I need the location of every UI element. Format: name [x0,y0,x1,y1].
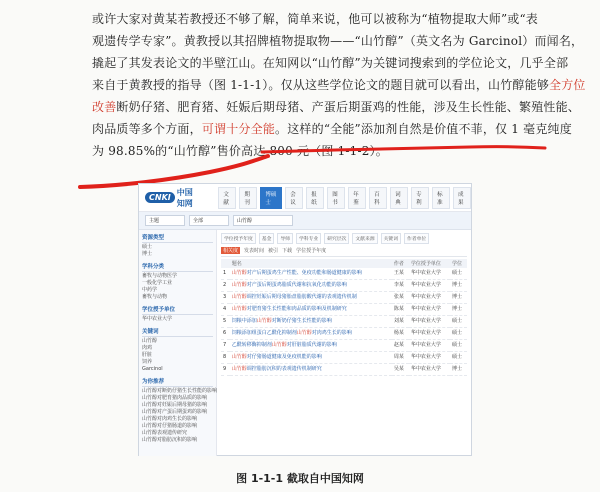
result-unit[interactable]: 华中农业大学 [409,316,450,328]
facet-item[interactable]: 山竹醇表观遗传研究 [142,430,188,436]
row-number: 7 [221,340,230,352]
figure-caption: 图 1-1-1 截取自中国知网 [236,472,364,485]
tab-encyclopedia[interactable]: 百科 [369,187,387,209]
paragraph-line [92,8,562,30]
tab-achievements[interactable]: 成果 [453,187,471,209]
filter-chip[interactable]: 作者单位 [404,233,429,244]
tab-patents[interactable]: 专利 [411,187,429,209]
result-title-link[interactable]: 山竹醇调控脂肪沉积的表观遗传机制研究 [230,364,392,376]
facet-group [142,305,213,323]
table-row [221,292,467,304]
table-row [221,316,467,328]
table-row [221,268,467,280]
keyword-highlight: 山竹醇 [256,318,272,324]
paragraph-line [92,52,569,74]
text-run: 观遗传学专家”。黄教授以其招牌植物提取物——“山竹醇”（英文名为 Garcinol）而闻名， [92,34,584,48]
result-degree: 硕士 [450,328,467,340]
cnki-screenshot [138,183,472,456]
highlighted-text: 可谓十分全能 [201,122,276,136]
table-row [221,340,467,352]
facet-item[interactable]: 华中农业大学 [142,316,173,322]
facet-item[interactable]: 山竹醇对断奶仔猪生长性能的影响 [142,388,218,394]
filter-chip[interactable]: 基金 [259,233,275,244]
column-header: 学位 [450,259,467,268]
facet-sidebar [139,230,217,456]
facet-group-title[interactable]: 为你推荐 [142,377,213,387]
text-run: 肉品质等多个方面， [92,122,202,136]
keyword-highlight: 山竹醇 [231,354,247,360]
result-author[interactable]: 陈某 [392,304,409,316]
filter-bar [221,233,467,244]
table-row [221,304,467,316]
result-unit[interactable]: 华中农业大学 [409,280,450,292]
table-header-row [221,259,467,268]
filter-chip[interactable]: 文献来源 [352,233,377,244]
result-unit[interactable]: 华中农业大学 [409,292,450,304]
facet-item[interactable]: 山竹醇对仔猪肠道的影响 [142,423,198,429]
facet-item[interactable]: 饲养 [142,359,153,365]
facet-item[interactable]: 畜牧与动物医学 [142,273,178,279]
result-author[interactable]: 杨某 [392,328,409,340]
keyword-highlight: 山竹醇 [296,330,312,336]
facet-item[interactable]: 肝脏 [142,352,153,358]
text-run: 为 98.85%的“山竹醇”售价高达 800 元（图 1-1-2）。 [92,144,389,158]
keyword-highlight: 山竹醇 [231,270,247,276]
search-input[interactable]: 山竹醇 [233,215,293,226]
facet-item[interactable]: 山竹醇对妊娠后期母猪的影响 [142,402,208,408]
paragraph-line [92,96,581,118]
text-run: 。这样的“全能”添加剂自然是价值不菲，仅 1 毫克纯度 [275,122,572,136]
keyword-highlight: 山竹醇 [231,282,247,288]
facet-item[interactable]: Garcinol [142,366,163,372]
facet-item[interactable]: 畜牧与动物 [142,294,168,300]
result-degree: 硕士 [450,340,467,352]
keyword-highlight: 山竹醇 [231,366,247,372]
result-title-link[interactable]: 乙酰转移酶抑制剂山竹醇对肝脏脂质代谢的影响 [230,340,392,352]
result-degree: 博士 [450,364,467,376]
text-run: 或许大家对黄某若教授还不够了解，简单来说，他可以被称为“植物提取大师”或“表 [92,12,539,26]
results-main [217,230,471,456]
result-degree: 硕士 [450,316,467,328]
result-unit[interactable]: 华中农业大学 [409,364,450,376]
tab-dissertations[interactable]: 博硕士 [260,187,282,209]
filter-chip[interactable]: 关键词 [381,233,401,244]
facet-group [142,377,218,444]
search-bar [139,212,471,230]
facet-group-title[interactable]: 学科分类 [142,262,213,272]
row-number: 8 [221,352,230,364]
body-paragraph [92,8,586,162]
result-author[interactable]: 刘某 [392,316,409,328]
row-number: 4 [221,304,230,316]
facet-group [142,327,213,373]
facet-item[interactable]: 山竹醇对肥育猪肉品质的影响 [142,395,208,401]
highlighted-text: 全方位 [549,78,586,92]
tab-conferences[interactable]: 会议 [285,187,303,209]
result-degree: 博士 [450,304,467,316]
table-row [221,352,467,364]
facet-item[interactable]: 博士 [142,251,153,257]
tab-literature[interactable]: 文献 [218,187,236,209]
paragraph-line [92,74,586,96]
sort-option[interactable]: 发表时间 [244,248,265,254]
cnki-logo[interactable] [145,187,200,209]
result-author[interactable]: 赵某 [392,340,409,352]
paragraph-line [92,30,584,52]
filter-chip[interactable]: 导师 [277,233,293,244]
sort-bar [221,247,467,257]
result-title-link[interactable]: 山竹醇对仔猪肠道健康及免疫机能的影响 [230,352,392,364]
cnki-header [139,184,471,212]
result-unit[interactable]: 华中农业大学 [409,352,450,364]
tab-standards[interactable]: 标准 [432,187,450,209]
table-body [221,268,467,376]
result-degree: 硕士 [450,352,467,364]
row-number: 2 [221,280,230,292]
table-row [221,328,467,340]
result-author[interactable]: 吴某 [392,364,409,376]
results-table [221,259,467,376]
result-title-link[interactable]: 山竹醇对产后期蛋鸡生产性能、免疫功能和肠道健康的影响 [230,268,392,280]
column-header: 题名 [230,259,392,268]
facet-group [142,233,213,258]
tab-yearbooks[interactable]: 年鉴 [348,187,366,209]
facet-item[interactable]: 肉鸡 [142,345,153,351]
results-area [139,230,471,456]
facet-group [142,262,213,301]
facet-group-title[interactable]: 学位授予单位 [142,305,213,315]
row-number: 1 [221,268,230,280]
facet-item[interactable]: 山竹醇 [142,338,158,344]
cnki-logo-mark: CNKI [145,192,175,203]
paragraph-line [92,140,562,162]
sort-option[interactable]: 相关度 [223,248,239,254]
cnki-logo-text: 中国知网 [176,187,193,208]
filter-chip[interactable]: 学位授予年度 [221,233,256,244]
row-number: 9 [221,364,230,376]
database-tabs [218,187,471,209]
keyword-highlight: 山竹醇 [271,342,287,348]
tab-dictionary[interactable]: 词典 [390,187,408,209]
tab-journals[interactable]: 期刊 [239,187,257,209]
sort-option[interactable]: 学位授予年度 [296,248,327,254]
result-unit[interactable]: 华中农业大学 [409,268,450,280]
result-degree: 博士 [450,280,467,292]
facet-item[interactable]: 硕士 [142,244,153,250]
facet-item[interactable]: 中药学 [142,287,158,293]
filter-chip[interactable]: 学科专业 [296,233,321,244]
text-run: 来自于黄教授的指导（图 1-1-1）。仅从这些学位论文的题目就可以看出，山竹醇能够 [92,78,550,92]
facet-item[interactable]: 山竹醇对脂肪沉积的影响 [142,437,198,443]
filter-chip[interactable]: 研究层次 [324,233,349,244]
highlighted-text: 改善 [92,100,117,114]
table-row [221,364,467,376]
result-author[interactable]: 王某 [392,268,409,280]
search-scope-select[interactable]: 主题 [145,215,185,226]
paragraph-line [92,118,572,140]
table-row [221,280,467,292]
column-header: 作者 [392,259,409,268]
column-header: 学位授予单位 [409,259,450,268]
sort-option[interactable]: 被引 [268,248,279,254]
result-title-link[interactable]: 饲粮中添加山竹醇对断奶仔猪生长性能的影响 [230,316,392,328]
tab-books[interactable]: 图书 [327,187,345,209]
row-number: 6 [221,328,230,340]
result-author[interactable]: 李某 [392,280,409,292]
tab-newspapers[interactable]: 报纸 [306,187,324,209]
facet-group-title[interactable]: 资源类型 [142,233,213,243]
search-field-select[interactable]: 全部 [189,215,229,226]
result-author[interactable]: 张某 [392,292,409,304]
facet-group-title[interactable]: 关键词 [142,327,213,337]
facet-item[interactable]: 山竹醇对产蛋后期蛋鸡的影响 [142,409,208,415]
result-title-link[interactable]: 山竹醇调控妊娠后期母猪胎盘脂肪酸代谢的表观遗传机制 [230,292,392,304]
result-title-link[interactable]: 山竹醇对肥育猪生长性能和肉品质的影响及机制研究 [230,304,392,316]
column-header [221,259,230,268]
facet-item[interactable]: 山竹醇对肉鸡生长的影响 [142,416,198,422]
row-number: 3 [221,292,230,304]
result-unit[interactable]: 华中农业大学 [409,328,450,340]
text-run: 撬起了其发表论文的半壁江山。在知网以“山竹醇”为关键词搜索到的学位论文，几乎全部 [92,56,569,70]
result-title-link[interactable]: 饲粮添加组蛋白乙酰化抑制剂山竹醇对肉鸡生长的影响 [230,328,392,340]
result-title-link[interactable]: 山竹醇对产蛋后期蛋鸡脂质代谢和抗氧化功能的影响 [230,280,392,292]
result-author[interactable]: 周某 [392,352,409,364]
keyword-highlight: 山竹醇 [231,294,247,300]
result-unit[interactable]: 华中农业大学 [409,340,450,352]
result-unit[interactable]: 华中农业大学 [409,304,450,316]
text-run: 断奶仔猪、肥育猪、妊娠后期母猪、产蛋后期蛋鸡的性能，涉及生长性能、繁殖性能、 [116,100,581,114]
row-number: 5 [221,316,230,328]
keyword-highlight: 山竹醇 [231,306,247,312]
result-degree: 博士 [450,292,467,304]
facet-item[interactable]: 一般化学工业 [142,280,173,286]
result-degree: 硕士 [450,268,467,280]
sort-option[interactable]: 下载 [282,248,293,254]
